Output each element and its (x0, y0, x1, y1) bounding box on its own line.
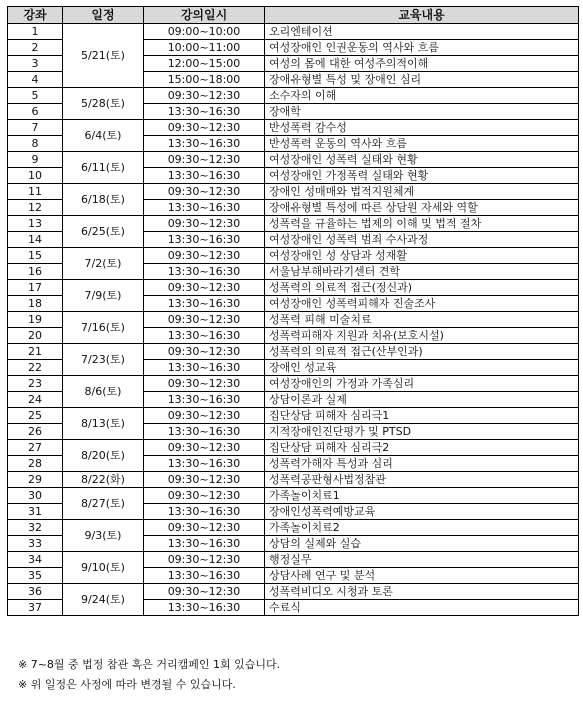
lecture-time: 09:30~12:30 (144, 88, 265, 104)
lecture-content: 상담사례 연구 및 분석 (265, 568, 579, 584)
table-row (8, 376, 579, 392)
lecture-time: 13:30~16:30 (144, 424, 265, 440)
lecture-content: 여성장애인 성 상담과 성재활 (265, 248, 579, 264)
table-row (8, 152, 579, 168)
lecture-number: 10 (8, 168, 63, 184)
lecture-number: 18 (8, 296, 63, 312)
lecture-number: 33 (8, 536, 63, 552)
session-date: 6/4(토) (63, 120, 144, 152)
lecture-content: 여성장애인 인권운동의 역사와 흐름 (265, 40, 579, 56)
lecture-content: 반성폭력 운동의 역사와 흐름 (265, 136, 579, 152)
lecture-time: 15:00~18:00 (144, 72, 265, 88)
notes (18, 655, 280, 695)
session-date: 8/13(토) (63, 408, 144, 440)
table-row (8, 584, 579, 600)
lecture-number: 28 (8, 456, 63, 472)
header-date: 일정 (63, 7, 144, 24)
table-row (8, 488, 579, 504)
lecture-time: 09:30~12:30 (144, 184, 265, 200)
session-date: 5/28(토) (63, 88, 144, 120)
lecture-content: 장애학 (265, 104, 579, 120)
lecture-time: 09:30~12:30 (144, 440, 265, 456)
table-row (8, 312, 579, 328)
session-date: 9/24(토) (63, 584, 144, 616)
lecture-content: 여성장애인 성폭력피해자 진술조사 (265, 296, 579, 312)
lecture-content: 가족놀이치료1 (265, 488, 579, 504)
lecture-content: 가족놀이치료2 (265, 520, 579, 536)
lecture-number: 6 (8, 104, 63, 120)
lecture-number: 9 (8, 152, 63, 168)
lecture-time: 09:30~12:30 (144, 408, 265, 424)
table-row (8, 344, 579, 360)
lecture-time: 09:30~12:30 (144, 376, 265, 392)
lecture-content: 성폭력의 의료적 접근(정신과) (265, 280, 579, 296)
session-date: 8/6(토) (63, 376, 144, 408)
lecture-content: 소수자의 이해 (265, 88, 579, 104)
lecture-number: 8 (8, 136, 63, 152)
header-time: 강의일시 (144, 7, 265, 24)
table-row (8, 280, 579, 296)
lecture-number: 27 (8, 440, 63, 456)
table-row (8, 184, 579, 200)
lecture-number: 19 (8, 312, 63, 328)
lecture-content: 여성장애인 가정폭력 실태와 현황 (265, 168, 579, 184)
lecture-number: 2 (8, 40, 63, 56)
lecture-content: 성폭력비디오 시청과 토론 (265, 584, 579, 600)
table-row (8, 24, 579, 40)
lecture-number: 35 (8, 568, 63, 584)
lecture-time: 13:30~16:30 (144, 136, 265, 152)
lecture-number: 22 (8, 360, 63, 376)
lecture-content: 상담의 실제와 실습 (265, 536, 579, 552)
lecture-time: 09:00~10:00 (144, 24, 265, 40)
lecture-number: 14 (8, 232, 63, 248)
lecture-content: 여성의 몸에 대한 여성주의적이해 (265, 56, 579, 72)
lecture-content: 수료식 (265, 600, 579, 616)
lecture-time: 13:30~16:30 (144, 264, 265, 280)
lecture-time: 09:30~12:30 (144, 152, 265, 168)
schedule-table (7, 6, 579, 616)
lecture-content: 집단상담 피해자 심리극1 (265, 408, 579, 424)
session-date: 7/9(토) (63, 280, 144, 312)
lecture-number: 25 (8, 408, 63, 424)
lecture-time: 13:30~16:30 (144, 504, 265, 520)
table-row (8, 120, 579, 136)
note-line: ※ 7~8월 중 법정 참관 혹은 거리캠페인 1회 있습니다. (18, 658, 281, 671)
lecture-number: 23 (8, 376, 63, 392)
session-date: 7/2(토) (63, 248, 144, 280)
lecture-content: 여성장애인 성폭력 실태와 현황 (265, 152, 579, 168)
lecture-time: 13:30~16:30 (144, 104, 265, 120)
lecture-number: 32 (8, 520, 63, 536)
table-row (8, 216, 579, 232)
lecture-content: 상담이론과 실제 (265, 392, 579, 408)
lecture-time: 13:30~16:30 (144, 200, 265, 216)
lecture-content: 성폭력가해자 특성과 심리 (265, 456, 579, 472)
lecture-content: 장애유형별 특성 및 장애인 심리 (265, 72, 579, 88)
lecture-content: 반성폭력 감수성 (265, 120, 579, 136)
lecture-content: 서울남부해바라기센터 견학 (265, 264, 579, 280)
lecture-content: 성폭력피해자 지원과 치유(보호시설) (265, 328, 579, 344)
lecture-number: 17 (8, 280, 63, 296)
lecture-number: 13 (8, 216, 63, 232)
lecture-time: 13:30~16:30 (144, 296, 265, 312)
lecture-number: 36 (8, 584, 63, 600)
lecture-time: 09:30~12:30 (144, 120, 265, 136)
lecture-content: 장애인성폭력예방교육 (265, 504, 579, 520)
lecture-content: 성폭력공판형사법정참관 (265, 472, 579, 488)
lecture-number: 3 (8, 56, 63, 72)
lecture-number: 7 (8, 120, 63, 136)
lecture-time: 10:00~11:00 (144, 40, 265, 56)
lecture-number: 1 (8, 24, 63, 40)
lecture-content: 성폭력을 규율하는 법제의 이해 및 법적 절차 (265, 216, 579, 232)
lecture-time: 09:30~12:30 (144, 248, 265, 264)
lecture-time: 09:30~12:30 (144, 280, 265, 296)
header-content: 교육내용 (265, 7, 579, 24)
lecture-content: 지적장애인진단평가 및 PTSD (265, 424, 579, 440)
lecture-content: 성폭력의 의료적 접근(산부인과) (265, 344, 579, 360)
lecture-time: 13:30~16:30 (144, 360, 265, 376)
lecture-content: 장애인 성교육 (265, 360, 579, 376)
table-row (8, 440, 579, 456)
lecture-content: 성폭력 피해 미술치료 (265, 312, 579, 328)
lecture-time: 09:30~12:30 (144, 344, 265, 360)
table-row (8, 408, 579, 424)
lecture-number: 34 (8, 552, 63, 568)
lecture-number: 29 (8, 472, 63, 488)
lecture-content: 행정실무 (265, 552, 579, 568)
table-row (8, 472, 579, 488)
lecture-time: 13:30~16:30 (144, 536, 265, 552)
lecture-number: 12 (8, 200, 63, 216)
table-row (8, 520, 579, 536)
schedule-body (8, 24, 579, 616)
lecture-time: 13:30~16:30 (144, 168, 265, 184)
lecture-number: 26 (8, 424, 63, 440)
note-line: ※ 위 일정은 사정에 따라 변경될 수 있습니다. (18, 678, 236, 691)
lecture-time: 09:30~12:30 (144, 312, 265, 328)
lecture-time: 13:30~16:30 (144, 568, 265, 584)
lecture-number: 15 (8, 248, 63, 264)
session-date: 8/22(화) (63, 472, 144, 488)
header-lecture: 강좌 (8, 7, 63, 24)
session-date: 7/23(토) (63, 344, 144, 376)
table-row (8, 88, 579, 104)
lecture-content: 장애인 성매매와 법적지원체계 (265, 184, 579, 200)
lecture-content: 장애유형별 특성에 따른 상담원 자세와 역할 (265, 200, 579, 216)
session-date: 8/20(토) (63, 440, 144, 472)
session-date: 9/3(토) (63, 520, 144, 552)
lecture-time: 13:30~16:30 (144, 328, 265, 344)
lecture-number: 11 (8, 184, 63, 200)
lecture-number: 20 (8, 328, 63, 344)
lecture-time: 13:30~16:30 (144, 392, 265, 408)
session-date: 9/10(토) (63, 552, 144, 584)
lecture-time: 09:30~12:30 (144, 584, 265, 600)
lecture-time: 09:30~12:30 (144, 488, 265, 504)
session-date: 6/18(토) (63, 184, 144, 216)
lecture-number: 21 (8, 344, 63, 360)
header-row (8, 7, 579, 24)
lecture-time: 09:30~12:30 (144, 472, 265, 488)
lecture-time: 09:30~12:30 (144, 520, 265, 536)
session-date: 6/25(토) (63, 216, 144, 248)
table-row (8, 248, 579, 264)
lecture-number: 16 (8, 264, 63, 280)
lecture-number: 31 (8, 504, 63, 520)
lecture-content: 집단상담 피해자 심리극2 (265, 440, 579, 456)
lecture-time: 09:30~12:30 (144, 216, 265, 232)
lecture-time: 12:00~15:00 (144, 56, 265, 72)
lecture-time: 13:30~16:30 (144, 600, 265, 616)
table-row (8, 552, 579, 568)
lecture-number: 5 (8, 88, 63, 104)
lecture-number: 30 (8, 488, 63, 504)
session-date: 6/11(토) (63, 152, 144, 184)
session-date: 8/27(토) (63, 488, 144, 520)
lecture-content: 여성장애인 성폭력 범죄 수사과정 (265, 232, 579, 248)
session-date: 7/16(토) (63, 312, 144, 344)
lecture-content: 오리엔테이션 (265, 24, 579, 40)
lecture-time: 13:30~16:30 (144, 456, 265, 472)
lecture-number: 24 (8, 392, 63, 408)
lecture-time: 13:30~16:30 (144, 232, 265, 248)
lecture-time: 09:30~12:30 (144, 552, 265, 568)
lecture-number: 37 (8, 600, 63, 616)
lecture-content: 여성장애인의 가정과 가족심리 (265, 376, 579, 392)
lecture-number: 4 (8, 72, 63, 88)
session-date: 5/21(토) (63, 24, 144, 88)
